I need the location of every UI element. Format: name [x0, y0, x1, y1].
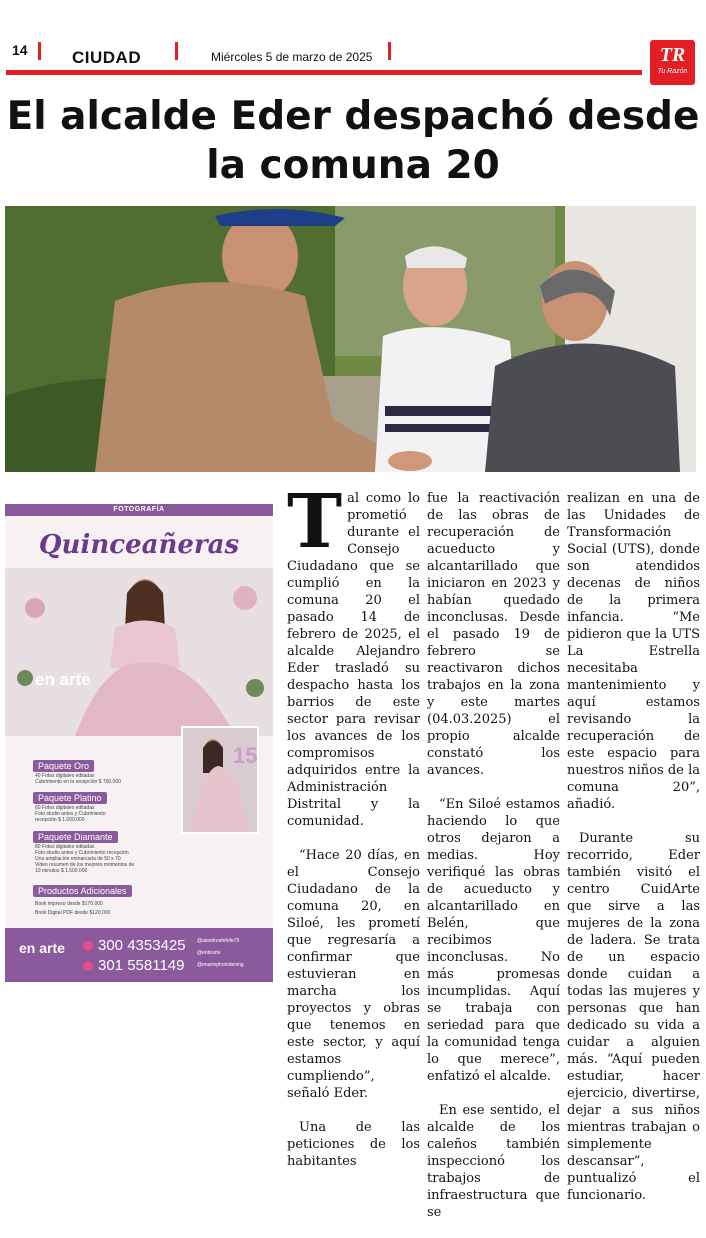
package-label: Paquete Oro [33, 760, 94, 772]
package-label: Paquete Diamante [33, 831, 118, 843]
phone-number [83, 957, 184, 974]
paragraph-text: al como lo prometió durante el Consejo Ciudadano que se cumplió en la comuna 20 el pasado 14 de febrero de 2025, el alcalde Alejandro Eder trasladó su despacho hasta los barrios de este sector para revisar los avances de los compromisos adquiridos entre la Administración Distrital y la comunidad. [287, 491, 420, 829]
package-line: 80 Fotos digitales editadas [35, 844, 95, 850]
ad-footer [5, 928, 273, 982]
ad-category: FOTOGRAFÍA [5, 504, 273, 516]
article-paragraph: “En Siloé estamos haciendo lo que otros dejaron a medias. Hoy verifiqué las obras de acueducto y alcantarillado en Belén, que recibimos inconclusas. No más promesas incumplidas. Aquí se trabaja con seriedad para que la comunidad tenga lo que merece”, enfatizó el alcalde. [427, 797, 560, 1084]
whatsapp-icon [83, 961, 93, 971]
package-line: Video resumen de los mejores momentos de [35, 862, 135, 868]
package-line: Una ampliación enmarcada de 50 x 70 [35, 856, 121, 862]
ad-title: Quinceañeras [38, 530, 240, 560]
package-line: recepción $ 1.000.000 [35, 817, 85, 823]
social-handle: @alandresfefefe79 [197, 938, 240, 944]
section-label: CIUDAD [72, 48, 142, 67]
social-handle: @enartephotodesing [197, 962, 244, 968]
phone-number [83, 937, 186, 954]
svg-text:15: 15 [233, 743, 258, 768]
page-header [0, 40, 706, 85]
package-line: Cubrimiento en la recepción $ 700.000 [35, 779, 121, 785]
logo-subtext: Tu Razón [657, 68, 688, 75]
package-line: 60 Fotos digitales editadas [35, 805, 95, 811]
ad-photo-illustration [5, 568, 273, 736]
main-photo [5, 206, 696, 472]
social-handle: @enbrarte [197, 950, 221, 956]
package-line: 40 Fotos digitales editadas [35, 773, 95, 779]
whatsapp-icon [83, 941, 93, 951]
package-line: Book impreso desde $170.000 [35, 901, 103, 907]
header-rule [6, 70, 642, 75]
article-paragraph: realizan en una de las Unidades de Transformación Social (UTS), donde son atendidos decenas de niños de la primera infancia. “Me pidieron que la UTS La Estrella necesitaba mantenimiento y aquí estamos revisando la recuperación de este espacio para nuestros niños de la comuna 20”, añadió. [567, 491, 700, 812]
package-diamante [33, 825, 134, 874]
article-column-3 [567, 490, 700, 1221]
package-line: Foto studio antes y Cubrimiento recepción [35, 850, 129, 856]
article-paragraph: Durante su recorrido, Eder también visitó el centro CuidArte que sirve a las mujeres de la zona de ladera. Se trata de un espacio donde cuidan a todas las mujeres y personas que han dedicado su vida a cuidar a alguien más. “Aquí pueden estudiar, hacer ejercicio, divertirse, dejar a sus niños mientras trabajan o simplemente descansar”, puntualizó el funcionario. [567, 831, 700, 1203]
page-number: 14 [12, 42, 28, 58]
package-oro [33, 754, 121, 785]
advertisement [5, 504, 273, 982]
article-paragraph [287, 479, 420, 830]
divider [175, 42, 178, 60]
publication-logo [650, 40, 695, 85]
ad-secondary-photo [181, 726, 259, 834]
issue-date: Miércoles 5 de marzo de 2025 [211, 50, 373, 64]
ad-photo [5, 568, 273, 736]
package-label: Paquete Platino [33, 792, 107, 804]
ad-footer-brand: en arte [19, 940, 65, 956]
article-paragraph: En ese sentido, el alcalde de los caleños también inspeccionó los trabajos de infraestructura que se [427, 1103, 560, 1220]
headline: El alcalde Eder despachó desde la comuna 20 [6, 94, 700, 188]
package-line: Foto studio antes y Cubrimiento [35, 811, 106, 817]
package-platino [33, 786, 107, 823]
package-line: 10 minutos $ 1.500.000 [35, 868, 88, 874]
photo-illustration [5, 206, 696, 472]
package-label: Productos Adicionales [33, 885, 132, 897]
drop-cap: T [287, 479, 343, 565]
divider [388, 42, 391, 60]
article-paragraph: “Hace 20 días, en el Consejo Ciudadano de la comuna 20, en Siloé, les prometí que regresaría a confirmar que estuvieran en marcha los proyectos y obras que tenemos en este sector, y aquí estamos cumpliendo”, señaló Eder. [287, 848, 420, 1101]
phone-text: 301 5581149 [98, 957, 185, 974]
divider [38, 42, 41, 60]
ad-secondary-illustration [183, 728, 257, 832]
phone-text: 300 4353425 [98, 937, 186, 954]
logo-text: TR [659, 44, 686, 66]
package-adicionales [33, 879, 132, 916]
article-column-1 [287, 479, 420, 1187]
article-column-2 [427, 490, 560, 1238]
package-line: Book Digital PDF desde $120.000 [35, 910, 111, 916]
article-paragraph: Una de las peticiones de los habitantes [287, 1120, 420, 1169]
ad-brand-logo: en arte [35, 670, 91, 689]
article-paragraph: fue la reactivación de las obras de recuperación de acueducto y alcantarillado que iniciaron en 2023 y habían quedado inconclusas. Desde el pasado 19 de febrero se reactivaron dichos trabajos en la zona y este martes (04.03.2025) el propio alcalde constató los avances. [427, 491, 560, 778]
